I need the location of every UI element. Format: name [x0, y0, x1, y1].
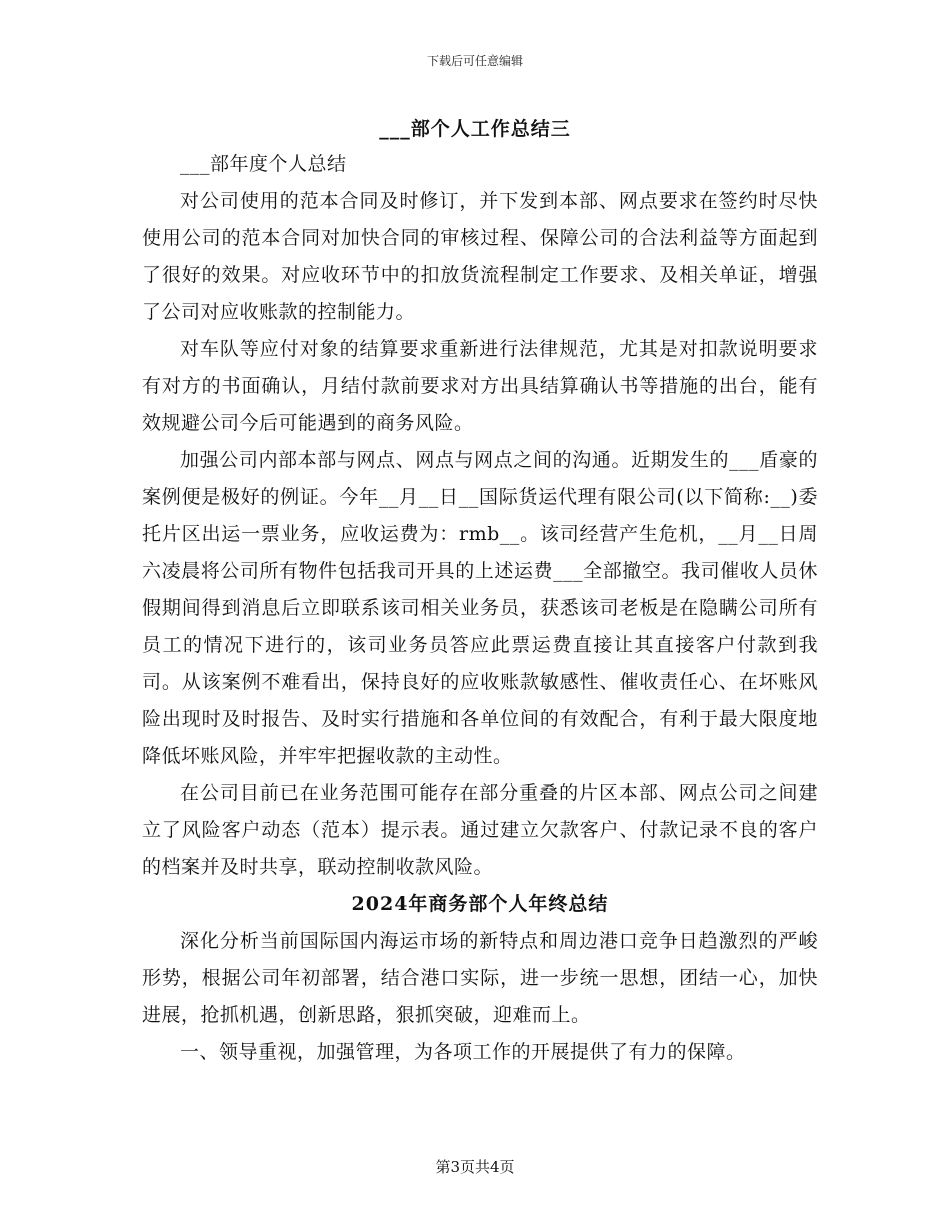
- page-number: 第3页共4页: [435, 1158, 515, 1176]
- paragraph: 深化分析当前国际国内海运市场的新特点和周边港口竞争日趋激烈的严峻形势，根据公司年初部署，结合港口实际，进一步统一思想，团结一心，加快进展，抢抓机遇，创新思路，狠抓突破，迎难而上。: [142, 930, 818, 1026]
- page-title: ___部个人工作总结三: [379, 118, 571, 140]
- section-title: 2024年商务部个人年终总结: [351, 893, 609, 915]
- paragraph: 一、领导重视，加强管理，为各项工作的开展提供了有力的保障。: [180, 1041, 746, 1063]
- header-note: 下载后可任意编辑: [426, 54, 523, 68]
- paragraph-subheading: ___部年度个人总结: [180, 153, 347, 175]
- paragraph: 对公司使用的范本合同及时修订，并下发到本部、网点要求在签约时尽快使用公司的范本合同对加快合同的审核过程、保障公司的合法利益等方面起到了很好的效果。对应收环节中的扣放货流程制定工作要求、及相关单证，增强了公司对应收账款的控制能力。: [142, 190, 818, 323]
- paragraph: 在公司目前已在业务范围可能存在部分重叠的片区本部、网点公司之间建立了风险客户动态（范本）提示表。通过建立欠款客户、付款记录不良的客户的档案并及时共享，联动控制收款风险。: [142, 782, 818, 878]
- document-body: [142, 146, 818, 1071]
- paragraph: 加强公司内部本部与网点、网点与网点之间的沟通。近期发生的___盾豪的案例便是极好的例证。今年__月__日__国际货运代理有限公司(以下简称:__)委托片区出运一票业务，应收运费为：rmb__。该司经营产生危机，__月__日周六凌晨将公司所有物件包括我司开具的上述运费___全部撤空。我司催收人员休假期间得到消息后立即联系该司相关业务员，获悉该司老板是在隐瞒公司所有员工的情况下进行的，该司业务员答应此票运费直接让其直接客户付款到我司。从该案例不难看出，保持良好的应收账款敏感性、催收责任心、在坏账风险出现时及时报告、及时实行措施和各单位间的有效配合，有利于最大限度地降低坏账风险，并牢牢把握收款的主动性。: [142, 449, 818, 767]
- paragraph: 对车队等应付对象的结算要求重新进行法律规范，尤其是对扣款说明要求有对方的书面确认，月结付款前要求对方出具结算确认书等措施的出台，能有效规避公司今后可能遇到的商务风险。: [142, 338, 818, 434]
